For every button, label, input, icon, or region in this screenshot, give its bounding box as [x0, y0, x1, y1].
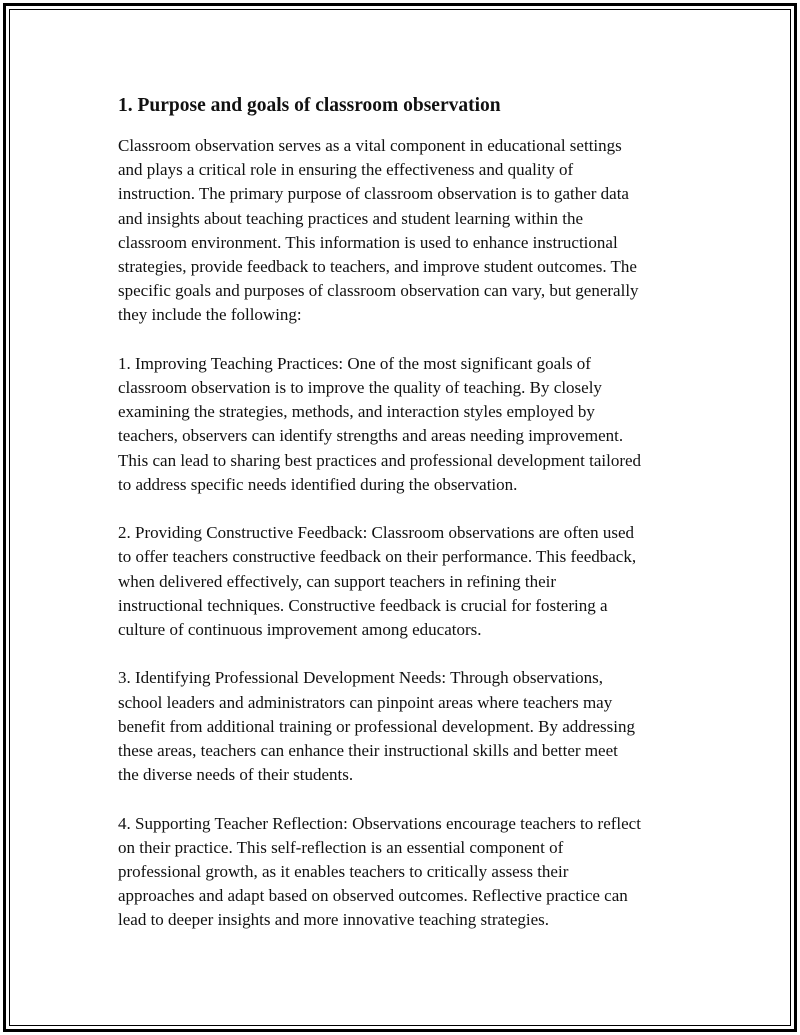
paragraph-line: 2. Providing Constructive Feedback: Classroom observations are often used: [118, 523, 635, 543]
paragraph-line: benefit from additional training or professional development. By addressing: [118, 716, 635, 736]
paragraph-line: on their practice. This self-reflection is an essential component of: [118, 837, 564, 857]
paragraph-list: [118, 134, 698, 933]
paragraph-line: examining the strategies, methods, and interaction styles employed by: [118, 402, 595, 422]
paragraph-line: to address specific needs identified during the observation.: [118, 474, 518, 494]
paragraph: [118, 521, 698, 642]
paragraph-line: and plays a critical role in ensuring the effectiveness and quality of: [118, 160, 574, 180]
paragraph-line: 4. Supporting Teacher Reflection: Observations encourage teachers to reflect: [118, 813, 641, 833]
paragraph-line: Classroom observation serves as a vital component in educational settings: [118, 136, 622, 155]
paragraph-line: specific goals and purposes of classroom observation can vary, but generally: [118, 281, 639, 301]
paragraph-line: instruction. The primary purpose of classroom observation is to gather data: [118, 184, 629, 204]
paragraph: [118, 666, 698, 787]
paragraph-line: these areas, teachers can enhance their instructional skills and better meet: [118, 741, 618, 761]
paragraph-line: teachers, observers can identify strengths and areas needing improvement.: [118, 426, 624, 446]
section-heading: 1. Purpose and goals of classroom observation: [118, 95, 501, 116]
paragraph-line: professional growth, as it enables teachers to critically assess their: [118, 862, 569, 882]
paragraph: [118, 352, 698, 497]
paragraph-line: classroom environment. This information is used to enhance instructional: [118, 232, 618, 252]
paragraph-line: strategies, provide feedback to teachers, and improve student outcomes. The: [118, 257, 637, 277]
paragraph: [118, 812, 698, 933]
paragraph-line: instructional techniques. Constructive feedback is crucial for fostering a: [118, 595, 608, 615]
paragraph-line: 3. Identifying Professional Development Needs: Through observations,: [118, 668, 604, 688]
paragraph-line: culture of continuous improvement among educators.: [118, 620, 482, 640]
paragraph-line: when delivered effectively, can support teachers in refining their: [118, 571, 557, 591]
paragraph-line: 1. Improving Teaching Practices: One of the most significant goals of: [118, 353, 591, 373]
paragraph-line: This can lead to sharing best practices and professional development tailored: [118, 450, 642, 470]
paragraph-line: and insights about teaching practices and student learning within the: [118, 208, 584, 228]
paragraph-line: lead to deeper insights and more innovative teaching strategies.: [118, 910, 550, 930]
paragraph-line: they include the following:: [118, 305, 302, 325]
paragraph-line: classroom observation is to improve the quality of teaching. By closely: [118, 378, 602, 398]
paragraph-line: to offer teachers constructive feedback on their performance. This feedback,: [118, 547, 637, 567]
document-body: [118, 94, 698, 957]
paragraph-line: approaches and adapt based on observed outcomes. Reflective practice can: [118, 886, 628, 906]
paragraph: [118, 134, 698, 328]
paragraph-line: the diverse needs of their students.: [118, 765, 354, 785]
paragraph-line: school leaders and administrators can pinpoint areas where teachers may: [118, 692, 613, 712]
